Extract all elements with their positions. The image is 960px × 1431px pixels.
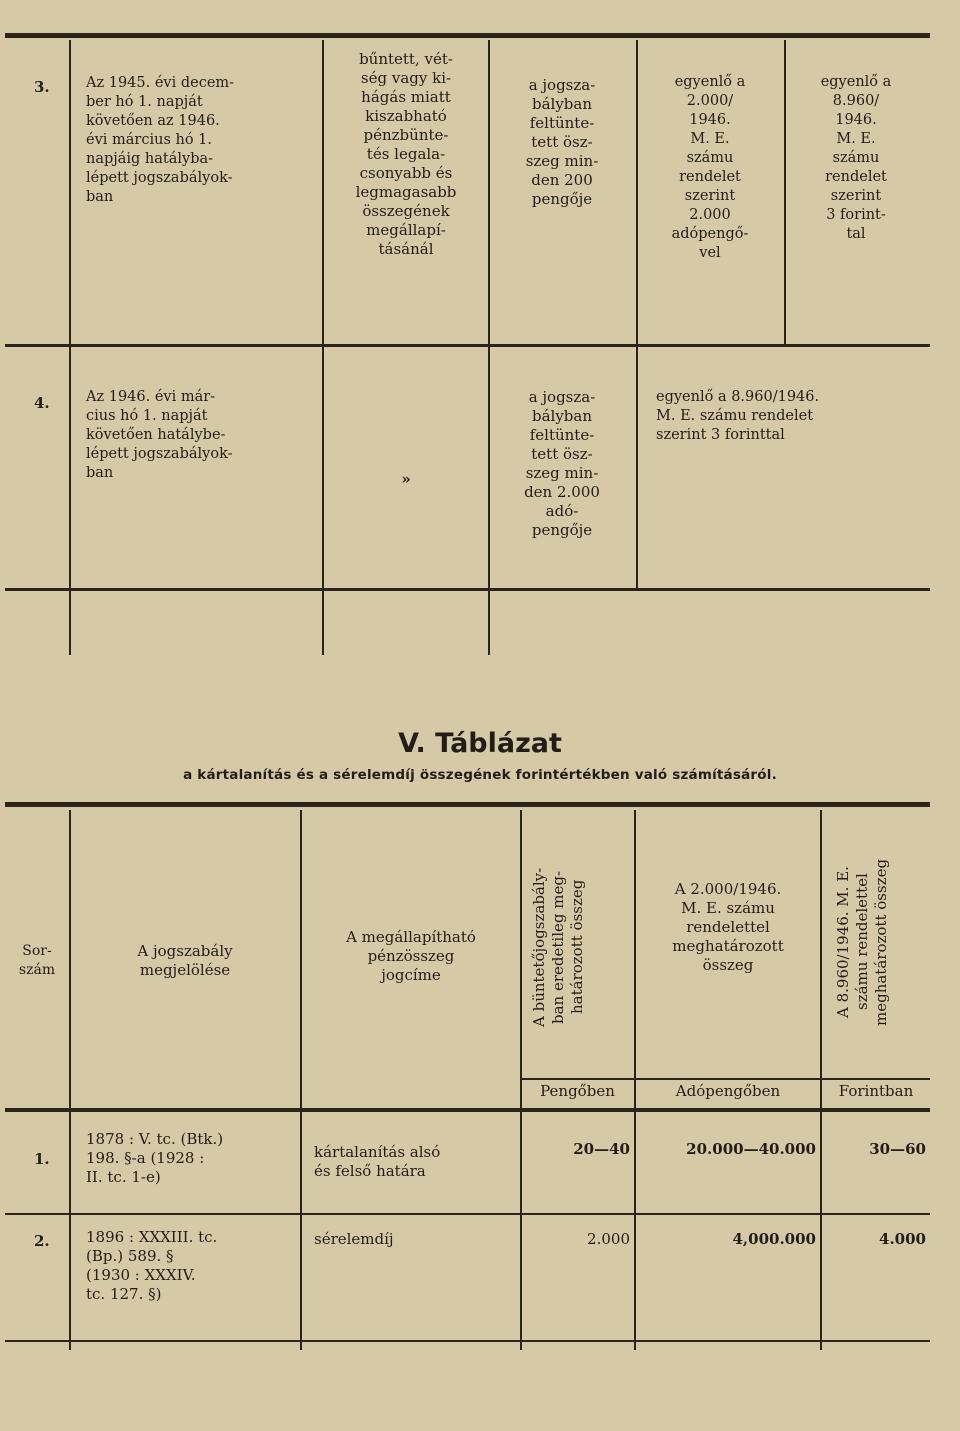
row-3-forint: egyenlő a 8.960/ 1946. M. E. számu rendelet szerint 3 forint- tal xyxy=(820,74,892,242)
table5-header-title: A megállapítható pénzösszeg jogcíme xyxy=(346,928,476,984)
row-3-adopengo: egyenlő a 2.000/ 1946. M. E. számu rendelet szerint 2.000 adópengő- vel xyxy=(671,74,749,261)
table5-row-1-law: 1878 : V. tc. (Btk.) 198. §-a (1928 : II. tc. 1-e) xyxy=(86,1130,224,1186)
unit-forint: Forintban xyxy=(838,1082,914,1100)
row-4-number: 4. xyxy=(34,394,50,412)
top-table-border xyxy=(5,33,930,38)
row-divider xyxy=(5,1340,930,1342)
col-divider xyxy=(520,810,522,1350)
col-divider xyxy=(322,40,324,655)
col-divider xyxy=(69,40,71,655)
table5-row-2-orig: 2.000 xyxy=(587,1230,630,1248)
row-4-amount: a jogsza- bályban feltünte- tett ösz- szeg min- den 2.000 adó- pengője xyxy=(524,388,600,539)
table5-row-2-adop: 4,000.000 xyxy=(732,1230,816,1248)
table5-row-1-forint: 30—60 xyxy=(869,1140,926,1158)
row-divider xyxy=(5,1213,930,1215)
table5-row-1-number: 1. xyxy=(34,1150,50,1168)
unit-adopengo: Adópengőben xyxy=(675,1082,781,1100)
table5-row-2-number: 2. xyxy=(34,1232,50,1250)
table5-top-border xyxy=(5,802,930,807)
table5-header-orig: A büntetőjogszabály- ban eredetileg meg- határozott összeg xyxy=(530,867,586,1027)
header-bottom-border xyxy=(5,1108,930,1112)
table5-header-adop: A 2.000/1946. M. E. számu rendelettel meghatározott összeg xyxy=(672,880,784,974)
row-3-law: Az 1945. évi decem- ber hó 1. napját követően az 1946. évi március hó 1. napjáig hatályba- lépett jogszabályok- ban xyxy=(86,75,235,205)
row-3-amount: a jogsza- bályban feltünte- tett ösz- szeg min- den 200 pengője xyxy=(525,76,599,208)
col-divider xyxy=(300,810,302,1350)
table5-header-num: Sor- szám xyxy=(18,943,56,978)
table5-row-1-title: kártalanítás alsó és felső határa xyxy=(314,1143,441,1180)
section-title: V. Táblázat xyxy=(398,728,562,759)
row-4-law: Az 1946. évi már- cius hó 1. napját követően hatálybe- lépett jogszabályok- ban xyxy=(86,389,233,481)
units-divider xyxy=(520,1078,930,1080)
row-3-offense: bűntett, vét- ség vagy ki- hágás miatt kiszabható pénzbünte- tés legala- csonyabb és legmagasabb összegének megállapí- tásánál xyxy=(355,50,457,258)
col-divider xyxy=(820,810,822,1350)
table5-row-1-adop: 20.000—40.000 xyxy=(686,1140,816,1158)
section-subtitle: a kártalanítás és a sérelemdíj összegének forintértékben való számításáról. xyxy=(183,767,777,783)
row-4-offense-ditto: » xyxy=(401,470,411,488)
row-divider xyxy=(5,344,930,347)
row-divider xyxy=(5,588,930,591)
unit-pengo: Pengőben xyxy=(540,1082,615,1100)
table5-row-2-forint: 4.000 xyxy=(879,1230,926,1248)
table5-row-2-title: sérelemdíj xyxy=(314,1230,394,1248)
col-divider xyxy=(69,810,71,1350)
row-4-merged-value: egyenlő a 8.960/1946. M. E. számu rendelet szerint 3 forinttal xyxy=(656,389,820,443)
table5-row-2-law: 1896 : XXXIII. tc. (Bp.) 589. § (1930 : XXXIV. tc. 127. §) xyxy=(86,1228,218,1303)
row-3-number: 3. xyxy=(34,78,50,96)
table5-row-1-orig: 20—40 xyxy=(573,1140,630,1158)
table5-header-law: A jogszabály megjelölése xyxy=(137,942,233,979)
table5-header-forint: A 8.960/1946. M. E. számu rendelettel meghatározott összeg xyxy=(834,858,890,1026)
